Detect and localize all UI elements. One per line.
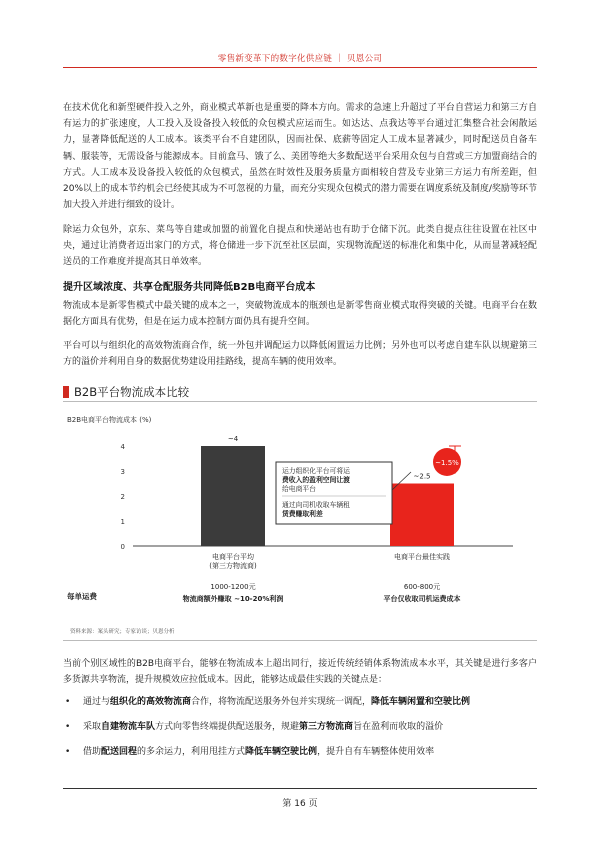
paragraph-pickup-points: 除运力众包外，京东、菜鸟等自建或加盟的前置化自提点和快递站也有助于仓储下沉。此类自提点往往设置在社区中央，通过让消费者迈出家门的方式，将仓储进一步下沉至社区层面，实现物流配送的标准化和集中化，从而显著减轻配送员的工作难度并提高其日单效率。 <box>63 225 537 268</box>
chart-delta-label: ~1.5% <box>435 459 459 467</box>
chart-annotation-line-5: 赁费赚取利差 <box>282 510 323 518</box>
bullet-text-prefix: 采取 <box>83 722 102 732</box>
bullet-text-bold: 降低车辆空驶比例 <box>245 747 318 757</box>
chart-category-labels <box>209 552 450 570</box>
list-item <box>63 694 537 719</box>
y-tick-label: 4 <box>120 443 125 451</box>
bullet-text-suffix: 旨在盈利而收取的溢价 <box>353 722 444 732</box>
chart-bar <box>201 446 265 546</box>
y-tick-label: 1 <box>120 518 125 526</box>
chart-bar <box>390 484 454 547</box>
y-tick-label: 2 <box>120 493 125 501</box>
figure-title: B2B平台物流成本比较 <box>74 385 190 399</box>
bullet-text-bold: 自建物流车队 <box>101 722 156 732</box>
chart-annotation-line-4: 通过向司机收取车辆租 <box>282 501 350 509</box>
chart-y-axis-title: B2B电商平台物流成本 (%) <box>67 416 152 424</box>
header-divider <box>63 67 537 68</box>
logistics-cost-chart <box>63 402 537 624</box>
y-tick-label: 3 <box>120 468 125 476</box>
figure-marker-icon <box>63 386 69 398</box>
bullet-icon: • <box>65 747 71 757</box>
chart-row-label: 每单运费 <box>67 592 97 601</box>
chart-category-sublabel: (第三方物流商) <box>209 562 257 570</box>
bullet-text-middle: 方式向零售终端提供配送服务，规避 <box>155 722 300 732</box>
bullet-text-middle: 的多余运力，利用甩挂方式 <box>137 747 246 757</box>
chart-row-note: 物流商额外赚取 ~10-20%利润 <box>182 595 284 603</box>
bullet-text-prefix: 借助 <box>83 747 102 757</box>
chart-y-ticks <box>121 443 126 551</box>
page-number: 第 16 页 <box>282 799 318 809</box>
bullet-icon: • <box>65 722 71 732</box>
paragraph-platform-options: 平台可以与组织化的高效物流商合作，统一外包并调配运力以降低闲置运力比例；另外也可以考虑自建车队以规避第三方的溢价并利用自身的数据优势建设用挂路线，提高车辆的使用效率。 <box>63 341 537 368</box>
chart-annotation-line-2: 费收入的盈利空间让渡 <box>282 476 350 484</box>
paragraph-business-model: 在技术优化和新型硬件投入之外，商业模式革新也是重要的降本方向。需求的急速上升超过了平台自营运力和第三方自有运力的扩张速度，人工投入及设备投入较低的众包模式应运而生。如达达、点我达等平台通过汇集整合社会闲散运力，显著降低配送的人工成本。该类平台不自建团队，因而社保、底薪等固定人工成本显著减少，同时配送员自备车辆、服装等，无需设备与能源成本。目前盒马、饿了么、美团等绝大多数配送平台采用众包与自营或三方加盟商结合的方式。人工成本及设备投入较低的众包模式，虽然在时效性及服务质量方面相较自营及专业第三方运力有所差距，但20%以上的成本节约机会已经使其成为不可忽视的力量，而充分实现众包模式的潜力需要在调度系统及制度/奖励等环节加大投入并进行细致的设计。 <box>63 103 537 211</box>
chart-value-label: ~2.5 <box>413 472 431 481</box>
chart-row-price: 600-800元 <box>403 583 441 591</box>
bullet-text-suffix: ，提升自有车辆整体使用效率 <box>317 747 435 757</box>
bullet-text-middle: 合作，将物流配送服务外包并实现统一调配， <box>191 697 372 707</box>
y-tick-label: 0 <box>120 543 125 551</box>
paragraph-logistics-cost: 物流成本是新零售模式中最关键的成本之一，突破物流成本的瓶颈也是新零售商业模式取得突破的关键。电商平台在数据化方面具有优势，但是在运力成本控制方面仍具有提升空间。 <box>63 301 537 328</box>
figure-bottom-divider <box>63 640 537 641</box>
paragraph-best-practice: 当前个别区域性的B2B电商平台，能够在物流成本上超出同行，接近传统经销体系物流成本水平，其关键是进行多客户多货源共享物流，提升规模效应拉低成本。因此，能够达成最佳实践的关键点是： <box>63 659 537 686</box>
bullet-text-bold: 第三方物流商 <box>299 722 354 732</box>
chart-category-label: 电商平台最佳实践 <box>394 553 450 561</box>
chart-annotation-line-3: 给电商平台 <box>282 485 316 493</box>
footer-divider <box>63 788 537 789</box>
chart-row-values <box>183 583 461 603</box>
chart-row-price: 1000-1200元 <box>210 583 256 591</box>
section-heading: 提升区域浓度、共享仓配服务共同降低B2B电商平台成本 <box>63 282 316 293</box>
chart-category-label: 电商平台平均 <box>212 553 254 561</box>
bullet-text-bold: 配送回程 <box>101 747 138 757</box>
figure-source: 资料来源：案头研究；专家访谈；贝恩分析 <box>70 629 175 635</box>
chart-row-note: 平台仅收取司机运费成本 <box>383 595 461 603</box>
bullet-text-prefix: 通过与 <box>83 697 111 707</box>
best-practice-list <box>63 694 537 769</box>
report-header: 零售新变革下的数字化供应链 ｜ 贝恩公司 <box>217 54 383 64</box>
list-item <box>63 719 537 744</box>
list-item <box>63 744 537 769</box>
chart-annotation-line-1: 运力组织化平台可将运 <box>282 467 350 475</box>
bullet-icon: • <box>65 697 71 707</box>
chart-value-label: ~4 <box>227 435 239 443</box>
bullet-text-bold: 降低车辆闲置和空驶比例 <box>371 697 471 707</box>
bullet-text-bold: 组织化的高效物流商 <box>110 697 192 707</box>
